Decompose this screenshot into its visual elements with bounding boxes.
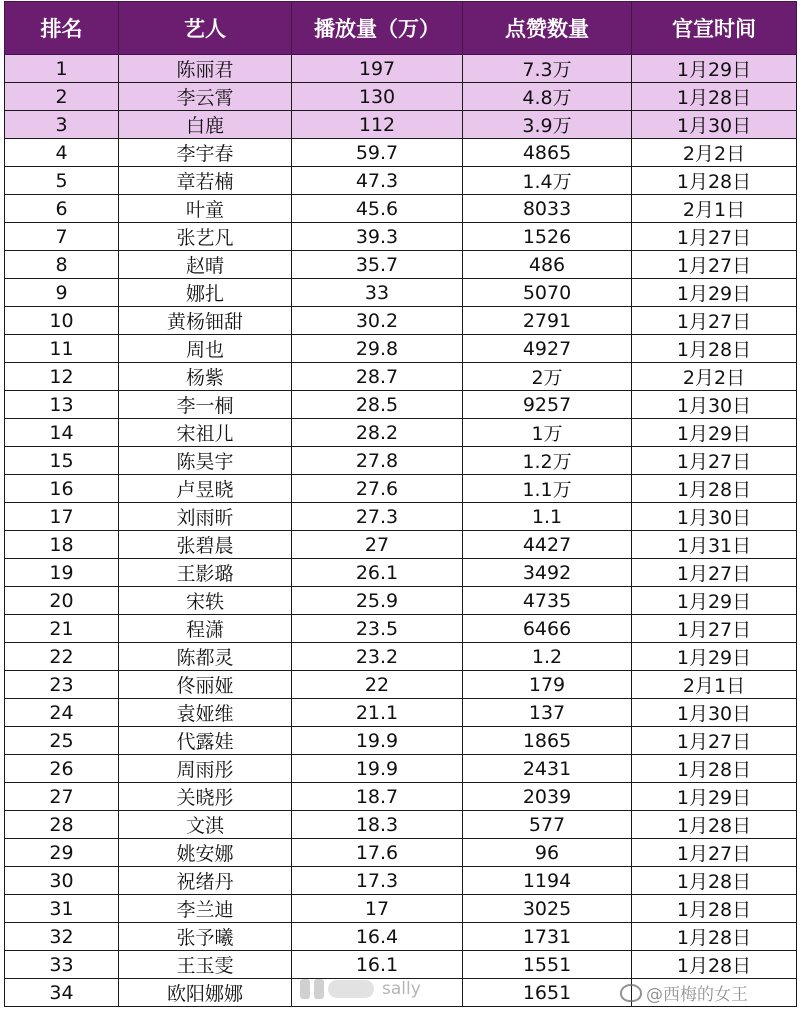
table-row: [5, 363, 797, 391]
cell-announce-date: 1月28日: [632, 83, 797, 111]
cell-plays: 197: [292, 55, 463, 83]
cell-likes: 2万: [463, 363, 632, 391]
cell-plays: 30.2: [292, 307, 463, 335]
table-row: [5, 783, 797, 811]
table-row: [5, 475, 797, 503]
cell-plays: 19.9: [292, 727, 463, 755]
table-row: [5, 559, 797, 587]
cell-likes: 8033: [463, 195, 632, 223]
cell-artist: 李云霄: [119, 83, 292, 111]
cell-rank: 15: [5, 447, 119, 475]
cell-likes: 5070: [463, 279, 632, 307]
cell-rank: 7: [5, 223, 119, 251]
cell-plays: 18.3: [292, 811, 463, 839]
cell-announce-date: 1月27日: [632, 727, 797, 755]
cell-artist: 佟丽娅: [119, 671, 292, 699]
table-row: [5, 531, 797, 559]
cell-announce-date: 1月28日: [632, 895, 797, 923]
table-row: [5, 195, 797, 223]
cell-artist: 代露娃: [119, 727, 292, 755]
cell-rank: 11: [5, 335, 119, 363]
cell-rank: 22: [5, 643, 119, 671]
cell-artist: 陈都灵: [119, 643, 292, 671]
cell-plays: 25.9: [292, 587, 463, 615]
table-row: [5, 811, 797, 839]
cell-plays: 27: [292, 531, 463, 559]
cell-announce-date: 2月2日: [632, 363, 797, 391]
table-row: [5, 55, 797, 83]
cell-announce-date: 1月29日: [632, 643, 797, 671]
cell-announce-date: 1月30日: [632, 503, 797, 531]
header-likes: 点赞数量: [463, 2, 632, 55]
cell-rank: 1: [5, 55, 119, 83]
table-row: [5, 307, 797, 335]
table-row: [5, 951, 797, 979]
cell-likes: 6466: [463, 615, 632, 643]
cell-likes: 1.4万: [463, 167, 632, 195]
table-body: [5, 55, 797, 1007]
watermark-right-text: @西梅的女王: [646, 985, 748, 1005]
table-row: [5, 251, 797, 279]
cell-artist: 杨紫: [119, 363, 292, 391]
cell-rank: 21: [5, 615, 119, 643]
cell-artist: 文淇: [119, 811, 292, 839]
cell-plays: 27.6: [292, 475, 463, 503]
table-row: [5, 83, 797, 111]
table-row: [5, 923, 797, 951]
cell-artist: 张碧晨: [119, 531, 292, 559]
cell-rank: 24: [5, 699, 119, 727]
cell-rank: 13: [5, 391, 119, 419]
cell-plays: 23.5: [292, 615, 463, 643]
cell-announce-date: 1月27日: [632, 223, 797, 251]
header-artist: 艺人: [119, 2, 292, 55]
cell-artist: 李一桐: [119, 391, 292, 419]
cell-announce-date: 1月31日: [632, 531, 797, 559]
cell-plays: 35.7: [292, 251, 463, 279]
cell-rank: 33: [5, 951, 119, 979]
cell-artist: 陈昊宇: [119, 447, 292, 475]
table-row: [5, 867, 797, 895]
cell-artist: 欧阳娜娜: [119, 979, 292, 1007]
cell-artist: 关晓彤: [119, 783, 292, 811]
cell-artist: 白鹿: [119, 111, 292, 139]
watermark-left-text: sally: [382, 979, 421, 999]
cell-likes: 1.2: [463, 643, 632, 671]
cell-rank: 3: [5, 111, 119, 139]
cell-announce-date: 1月28日: [632, 951, 797, 979]
cell-rank: 9: [5, 279, 119, 307]
table-row: [5, 615, 797, 643]
cell-announce-date: 1月27日: [632, 251, 797, 279]
cell-likes: 3025: [463, 895, 632, 923]
cell-plays: 45.6: [292, 195, 463, 223]
table-row: [5, 755, 797, 783]
cell-announce-date: 1月30日: [632, 699, 797, 727]
cell-artist: 周也: [119, 335, 292, 363]
cell-artist: 袁娅维: [119, 699, 292, 727]
cell-likes: 2039: [463, 783, 632, 811]
cell-artist: 程潇: [119, 615, 292, 643]
table-row: [5, 335, 797, 363]
cell-likes: 2791: [463, 307, 632, 335]
cell-likes: 1194: [463, 867, 632, 895]
cell-announce-date: 1月27日: [632, 559, 797, 587]
cell-announce-date: 1月28日: [632, 811, 797, 839]
header-row: [5, 2, 797, 55]
cell-rank: 2: [5, 83, 119, 111]
cell-artist: 宋祖儿: [119, 419, 292, 447]
table-row: [5, 391, 797, 419]
cell-plays: 29.8: [292, 335, 463, 363]
table-row: [5, 503, 797, 531]
cell-announce-date: 1月29日: [632, 783, 797, 811]
table-row: [5, 139, 797, 167]
cell-rank: 16: [5, 475, 119, 503]
cell-likes: 1865: [463, 727, 632, 755]
cell-likes: 486: [463, 251, 632, 279]
cell-likes: 1.1万: [463, 475, 632, 503]
cell-likes: 1651: [463, 979, 632, 1007]
cell-likes: 1526: [463, 223, 632, 251]
ranking-table: [4, 1, 797, 1007]
header-plays: 播放量（万）: [292, 2, 463, 55]
cell-rank: 26: [5, 755, 119, 783]
cell-plays: 17.3: [292, 867, 463, 895]
table-row: [5, 895, 797, 923]
cell-likes: 4927: [463, 335, 632, 363]
cell-announce-date: 1月29日: [632, 587, 797, 615]
cell-likes: 137: [463, 699, 632, 727]
cell-rank: 27: [5, 783, 119, 811]
cell-artist: 刘雨昕: [119, 503, 292, 531]
cell-rank: 5: [5, 167, 119, 195]
cell-rank: 14: [5, 419, 119, 447]
cell-artist: 姚安娜: [119, 839, 292, 867]
table-row: [5, 979, 797, 1007]
cell-artist: 祝绪丹: [119, 867, 292, 895]
cell-artist: 王影璐: [119, 559, 292, 587]
table-row: [5, 699, 797, 727]
cell-rank: 18: [5, 531, 119, 559]
cell-announce-date: 1月29日: [632, 419, 797, 447]
cell-rank: 32: [5, 923, 119, 951]
cell-announce-date: 1月29日: [632, 55, 797, 83]
cell-rank: 31: [5, 895, 119, 923]
cell-plays: 59.7: [292, 139, 463, 167]
table-row: [5, 167, 797, 195]
cell-rank: 10: [5, 307, 119, 335]
cell-plays: 28.2: [292, 419, 463, 447]
cell-likes: 1551: [463, 951, 632, 979]
table-row: [5, 111, 797, 139]
cell-plays: 18.7: [292, 783, 463, 811]
cell-rank: 12: [5, 363, 119, 391]
cell-announce-date: 2月1日: [632, 671, 797, 699]
cell-plays: 27.3: [292, 503, 463, 531]
header-announce-date: 官宣时间: [632, 2, 797, 55]
table-row: [5, 223, 797, 251]
cell-announce-date: 1月28日: [632, 335, 797, 363]
cell-likes: 96: [463, 839, 632, 867]
cell-announce-date: [632, 979, 797, 1007]
cell-plays: 27.8: [292, 447, 463, 475]
cell-likes: 3492: [463, 559, 632, 587]
cell-artist: 李宇春: [119, 139, 292, 167]
cell-announce-date: 1月27日: [632, 447, 797, 475]
cell-artist: 黄杨钿甜: [119, 307, 292, 335]
cell-likes: 7.3万: [463, 55, 632, 83]
cell-announce-date: 1月30日: [632, 391, 797, 419]
cell-likes: 179: [463, 671, 632, 699]
table-row: [5, 419, 797, 447]
cell-likes: 9257: [463, 391, 632, 419]
cell-announce-date: 1月28日: [632, 167, 797, 195]
table-row: [5, 279, 797, 307]
cell-artist: 张艺凡: [119, 223, 292, 251]
cell-likes: 1731: [463, 923, 632, 951]
cell-rank: 4: [5, 139, 119, 167]
cell-artist: 王玉雯: [119, 951, 292, 979]
cell-artist: 宋轶: [119, 587, 292, 615]
cell-rank: 30: [5, 867, 119, 895]
cell-rank: 34: [5, 979, 119, 1007]
cell-rank: 19: [5, 559, 119, 587]
cell-plays: 23.2: [292, 643, 463, 671]
table-row: [5, 671, 797, 699]
cell-rank: 29: [5, 839, 119, 867]
cell-artist: 叶童: [119, 195, 292, 223]
cell-announce-date: 1月30日: [632, 111, 797, 139]
cell-rank: 8: [5, 251, 119, 279]
cell-artist: 卢昱晓: [119, 475, 292, 503]
cell-plays: 112: [292, 111, 463, 139]
cell-plays: 17.6: [292, 839, 463, 867]
cell-announce-date: 1月28日: [632, 755, 797, 783]
cell-announce-date: 1月28日: [632, 867, 797, 895]
cell-plays: 21.1: [292, 699, 463, 727]
cell-plays: 19.9: [292, 755, 463, 783]
cell-rank: 6: [5, 195, 119, 223]
cell-plays: 26.1: [292, 559, 463, 587]
cell-likes: 4735: [463, 587, 632, 615]
cell-artist: 陈丽君: [119, 55, 292, 83]
cell-likes: 1万: [463, 419, 632, 447]
cell-likes: 577: [463, 811, 632, 839]
table-header: [5, 2, 797, 55]
cell-likes: 3.9万: [463, 111, 632, 139]
table-row: [5, 447, 797, 475]
cell-plays: [292, 979, 463, 1007]
cell-announce-date: 2月1日: [632, 195, 797, 223]
cell-artist: 李兰迪: [119, 895, 292, 923]
cell-artist: 赵晴: [119, 251, 292, 279]
table-row: [5, 727, 797, 755]
cell-plays: 17: [292, 895, 463, 923]
cell-rank: 23: [5, 671, 119, 699]
cell-plays: 28.7: [292, 363, 463, 391]
cell-rank: 28: [5, 811, 119, 839]
cell-plays: 130: [292, 83, 463, 111]
cell-announce-date: 1月29日: [632, 279, 797, 307]
cell-announce-date: 1月28日: [632, 923, 797, 951]
cell-announce-date: 1月27日: [632, 839, 797, 867]
table-row: [5, 643, 797, 671]
cell-rank: 17: [5, 503, 119, 531]
cell-plays: 16.4: [292, 923, 463, 951]
cell-likes: 4427: [463, 531, 632, 559]
cell-announce-date: 2月2日: [632, 139, 797, 167]
cell-announce-date: 1月28日: [632, 475, 797, 503]
cell-plays: 39.3: [292, 223, 463, 251]
cell-likes: 1.1: [463, 503, 632, 531]
cell-plays: 47.3: [292, 167, 463, 195]
cell-announce-date: 1月27日: [632, 307, 797, 335]
cell-likes: 4.8万: [463, 83, 632, 111]
cell-artist: 张予曦: [119, 923, 292, 951]
cell-announce-date: 1月27日: [632, 615, 797, 643]
cell-plays: 16.1: [292, 951, 463, 979]
cell-artist: 周雨彤: [119, 755, 292, 783]
table-row: [5, 839, 797, 867]
cell-plays: 28.5: [292, 391, 463, 419]
cell-likes: 4865: [463, 139, 632, 167]
cell-rank: 20: [5, 587, 119, 615]
header-rank: 排名: [5, 2, 119, 55]
cell-rank: 25: [5, 727, 119, 755]
cell-artist: 娜扎: [119, 279, 292, 307]
cell-plays: 22: [292, 671, 463, 699]
cell-likes: 1.2万: [463, 447, 632, 475]
cell-likes: 2431: [463, 755, 632, 783]
cell-artist: 章若楠: [119, 167, 292, 195]
table-row: [5, 587, 797, 615]
cell-plays: 33: [292, 279, 463, 307]
